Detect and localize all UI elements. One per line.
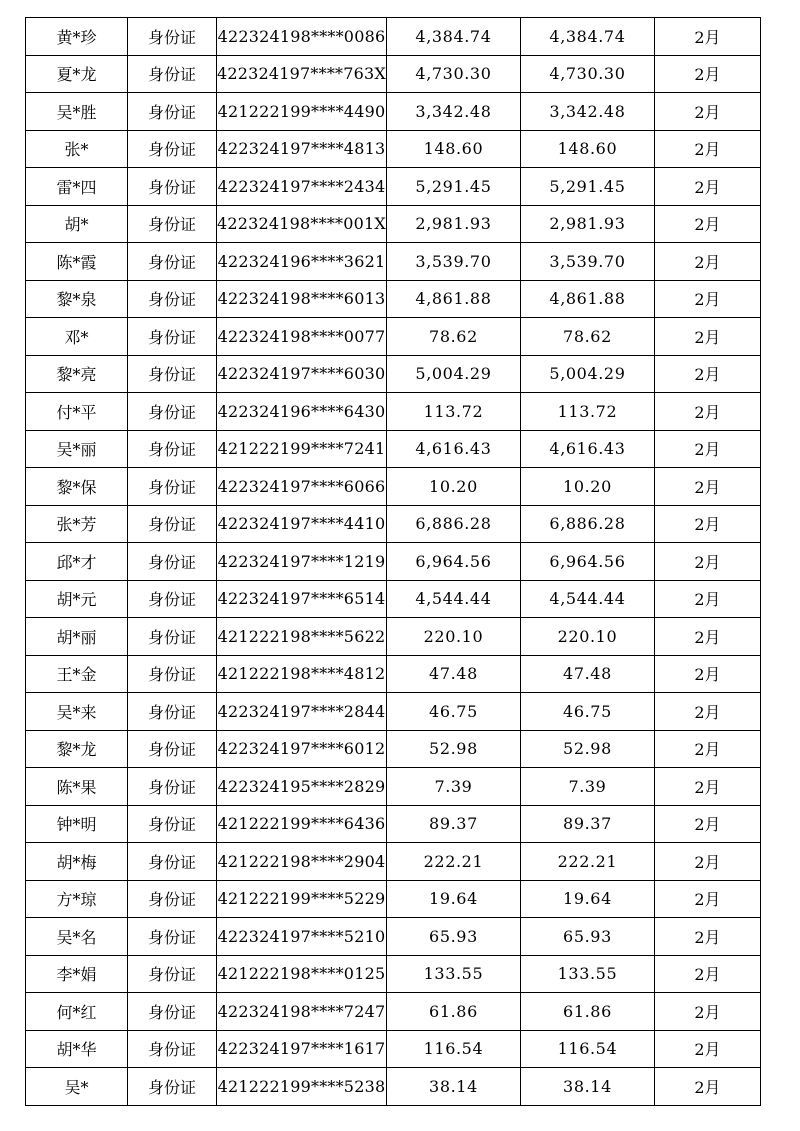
amount-cell: 47.48 xyxy=(386,655,520,693)
id-type-cell: 身份证 xyxy=(128,805,217,843)
table-row xyxy=(26,505,761,543)
amount-paid-cell: 5,291.45 xyxy=(520,168,654,206)
id-number-cell: 421222198****2904 xyxy=(217,843,387,881)
month-cell: 2月 xyxy=(654,355,760,393)
person-name-cell: 胡*华 xyxy=(26,1030,128,1068)
id-number-cell: 422324198****001X xyxy=(217,205,387,243)
amount-cell: 4,730.30 xyxy=(386,55,520,93)
amount-paid-cell: 148.60 xyxy=(520,130,654,168)
id-type-cell: 身份证 xyxy=(128,880,217,918)
amount-paid-cell: 220.10 xyxy=(520,618,654,656)
id-type-cell: 身份证 xyxy=(128,655,217,693)
amount-paid-cell: 52.98 xyxy=(520,730,654,768)
person-name-cell: 李*娟 xyxy=(26,955,128,993)
amount-cell: 89.37 xyxy=(386,805,520,843)
id-number-cell: 421222199****4490 xyxy=(217,93,387,131)
records-table xyxy=(25,17,761,1106)
table-row xyxy=(26,243,761,281)
amount-paid-cell: 4,730.30 xyxy=(520,55,654,93)
month-cell: 2月 xyxy=(654,655,760,693)
person-name-cell: 黎*龙 xyxy=(26,730,128,768)
amount-paid-cell: 4,861.88 xyxy=(520,280,654,318)
id-type-cell: 身份证 xyxy=(128,618,217,656)
id-number-cell: 422324197****4813 xyxy=(217,130,387,168)
amount-cell: 19.64 xyxy=(386,880,520,918)
table-row xyxy=(26,918,761,956)
document-page xyxy=(25,17,761,1106)
id-number-cell: 422324197****5210 xyxy=(217,918,387,956)
amount-cell: 7.39 xyxy=(386,768,520,806)
amount-paid-cell: 2,981.93 xyxy=(520,205,654,243)
table-row xyxy=(26,168,761,206)
month-cell: 2月 xyxy=(654,18,760,56)
amount-cell: 5,291.45 xyxy=(386,168,520,206)
person-name-cell: 吴*丽 xyxy=(26,430,128,468)
month-cell: 2月 xyxy=(654,130,760,168)
person-name-cell: 陈*果 xyxy=(26,768,128,806)
amount-cell: 38.14 xyxy=(386,1068,520,1106)
amount-cell: 4,616.43 xyxy=(386,430,520,468)
amount-cell: 61.86 xyxy=(386,993,520,1031)
amount-cell: 3,539.70 xyxy=(386,243,520,281)
amount-paid-cell: 10.20 xyxy=(520,468,654,506)
id-number-cell: 422324197****1617 xyxy=(217,1030,387,1068)
amount-cell: 6,964.56 xyxy=(386,543,520,581)
id-number-cell: 422324198****0086 xyxy=(217,18,387,56)
amount-paid-cell: 6,964.56 xyxy=(520,543,654,581)
id-number-cell: 422324197****2434 xyxy=(217,168,387,206)
id-type-cell: 身份证 xyxy=(128,355,217,393)
id-number-cell: 422324196****6430 xyxy=(217,393,387,431)
amount-paid-cell: 61.86 xyxy=(520,993,654,1031)
person-name-cell: 方*琼 xyxy=(26,880,128,918)
id-type-cell: 身份证 xyxy=(128,955,217,993)
month-cell: 2月 xyxy=(654,843,760,881)
id-number-cell: 422324197****6066 xyxy=(217,468,387,506)
amount-cell: 2,981.93 xyxy=(386,205,520,243)
amount-cell: 65.93 xyxy=(386,918,520,956)
id-number-cell: 422324197****6012 xyxy=(217,730,387,768)
amount-paid-cell: 3,342.48 xyxy=(520,93,654,131)
table-row xyxy=(26,55,761,93)
person-name-cell: 夏*龙 xyxy=(26,55,128,93)
month-cell: 2月 xyxy=(654,205,760,243)
table-row xyxy=(26,955,761,993)
id-type-cell: 身份证 xyxy=(128,918,217,956)
amount-cell: 78.62 xyxy=(386,318,520,356)
amount-paid-cell: 4,384.74 xyxy=(520,18,654,56)
table-row xyxy=(26,768,761,806)
table-row xyxy=(26,655,761,693)
amount-paid-cell: 113.72 xyxy=(520,393,654,431)
amount-cell: 148.60 xyxy=(386,130,520,168)
table-row xyxy=(26,693,761,731)
id-type-cell: 身份证 xyxy=(128,468,217,506)
amount-cell: 4,861.88 xyxy=(386,280,520,318)
id-number-cell: 422324195****2829 xyxy=(217,768,387,806)
amount-cell: 222.21 xyxy=(386,843,520,881)
id-number-cell: 422324197****763X xyxy=(217,55,387,93)
month-cell: 2月 xyxy=(654,318,760,356)
person-name-cell: 张* xyxy=(26,130,128,168)
id-number-cell: 421222198****4812 xyxy=(217,655,387,693)
id-number-cell: 422324198****6013 xyxy=(217,280,387,318)
table-row xyxy=(26,355,761,393)
table-row xyxy=(26,805,761,843)
id-type-cell: 身份证 xyxy=(128,768,217,806)
amount-paid-cell: 6,886.28 xyxy=(520,505,654,543)
table-row xyxy=(26,468,761,506)
table-row xyxy=(26,730,761,768)
amount-paid-cell: 89.37 xyxy=(520,805,654,843)
amount-cell: 46.75 xyxy=(386,693,520,731)
person-name-cell: 张*芳 xyxy=(26,505,128,543)
amount-paid-cell: 38.14 xyxy=(520,1068,654,1106)
amount-paid-cell: 47.48 xyxy=(520,655,654,693)
id-type-cell: 身份证 xyxy=(128,505,217,543)
amount-cell: 5,004.29 xyxy=(386,355,520,393)
id-number-cell: 422324197****4410 xyxy=(217,505,387,543)
month-cell: 2月 xyxy=(654,993,760,1031)
amount-cell: 3,342.48 xyxy=(386,93,520,131)
id-type-cell: 身份证 xyxy=(128,730,217,768)
table-row xyxy=(26,618,761,656)
id-number-cell: 421222198****5622 xyxy=(217,618,387,656)
person-name-cell: 吴*名 xyxy=(26,918,128,956)
person-name-cell: 黎*泉 xyxy=(26,280,128,318)
table-row xyxy=(26,543,761,581)
month-cell: 2月 xyxy=(654,955,760,993)
id-type-cell: 身份证 xyxy=(128,93,217,131)
amount-paid-cell: 3,539.70 xyxy=(520,243,654,281)
table-row xyxy=(26,880,761,918)
table-row xyxy=(26,580,761,618)
month-cell: 2月 xyxy=(654,280,760,318)
month-cell: 2月 xyxy=(654,93,760,131)
amount-cell: 6,886.28 xyxy=(386,505,520,543)
id-type-cell: 身份证 xyxy=(128,1068,217,1106)
id-type-cell: 身份证 xyxy=(128,393,217,431)
table-row xyxy=(26,1068,761,1106)
person-name-cell: 钟*明 xyxy=(26,805,128,843)
person-name-cell: 黎*保 xyxy=(26,468,128,506)
table-row xyxy=(26,93,761,131)
table-row xyxy=(26,130,761,168)
month-cell: 2月 xyxy=(654,505,760,543)
amount-paid-cell: 19.64 xyxy=(520,880,654,918)
id-type-cell: 身份证 xyxy=(128,168,217,206)
month-cell: 2月 xyxy=(654,543,760,581)
amount-paid-cell: 78.62 xyxy=(520,318,654,356)
person-name-cell: 吴*来 xyxy=(26,693,128,731)
table-row xyxy=(26,430,761,468)
month-cell: 2月 xyxy=(654,618,760,656)
person-name-cell: 雷*四 xyxy=(26,168,128,206)
person-name-cell: 吴* xyxy=(26,1068,128,1106)
month-cell: 2月 xyxy=(654,693,760,731)
id-type-cell: 身份证 xyxy=(128,18,217,56)
month-cell: 2月 xyxy=(654,768,760,806)
id-number-cell: 421222199****5238 xyxy=(217,1068,387,1106)
id-number-cell: 422324198****0077 xyxy=(217,318,387,356)
id-number-cell: 422324196****3621 xyxy=(217,243,387,281)
amount-cell: 10.20 xyxy=(386,468,520,506)
month-cell: 2月 xyxy=(654,243,760,281)
month-cell: 2月 xyxy=(654,730,760,768)
month-cell: 2月 xyxy=(654,918,760,956)
amount-paid-cell: 7.39 xyxy=(520,768,654,806)
person-name-cell: 黎*亮 xyxy=(26,355,128,393)
id-number-cell: 422324197****2844 xyxy=(217,693,387,731)
id-number-cell: 422324198****7247 xyxy=(217,993,387,1031)
person-name-cell: 胡* xyxy=(26,205,128,243)
month-cell: 2月 xyxy=(654,55,760,93)
amount-paid-cell: 4,616.43 xyxy=(520,430,654,468)
amount-paid-cell: 5,004.29 xyxy=(520,355,654,393)
table-row xyxy=(26,205,761,243)
person-name-cell: 王*金 xyxy=(26,655,128,693)
amount-paid-cell: 116.54 xyxy=(520,1030,654,1068)
amount-cell: 133.55 xyxy=(386,955,520,993)
table-row xyxy=(26,318,761,356)
month-cell: 2月 xyxy=(654,880,760,918)
table-row xyxy=(26,280,761,318)
id-number-cell: 421222199****6436 xyxy=(217,805,387,843)
person-name-cell: 邓* xyxy=(26,318,128,356)
id-type-cell: 身份证 xyxy=(128,55,217,93)
records-table-body xyxy=(26,18,761,1106)
id-type-cell: 身份证 xyxy=(128,318,217,356)
id-type-cell: 身份证 xyxy=(128,693,217,731)
id-number-cell: 421222199****7241 xyxy=(217,430,387,468)
id-number-cell: 421222199****5229 xyxy=(217,880,387,918)
amount-paid-cell: 65.93 xyxy=(520,918,654,956)
month-cell: 2月 xyxy=(654,1030,760,1068)
person-name-cell: 何*红 xyxy=(26,993,128,1031)
id-type-cell: 身份证 xyxy=(128,580,217,618)
month-cell: 2月 xyxy=(654,580,760,618)
person-name-cell: 胡*梅 xyxy=(26,843,128,881)
id-type-cell: 身份证 xyxy=(128,243,217,281)
person-name-cell: 付*平 xyxy=(26,393,128,431)
amount-cell: 220.10 xyxy=(386,618,520,656)
id-number-cell: 422324197****6030 xyxy=(217,355,387,393)
amount-paid-cell: 133.55 xyxy=(520,955,654,993)
month-cell: 2月 xyxy=(654,393,760,431)
amount-cell: 116.54 xyxy=(386,1030,520,1068)
month-cell: 2月 xyxy=(654,168,760,206)
amount-cell: 113.72 xyxy=(386,393,520,431)
amount-paid-cell: 46.75 xyxy=(520,693,654,731)
id-type-cell: 身份证 xyxy=(128,430,217,468)
person-name-cell: 黄*珍 xyxy=(26,18,128,56)
table-row xyxy=(26,843,761,881)
table-row xyxy=(26,1030,761,1068)
id-type-cell: 身份证 xyxy=(128,130,217,168)
id-number-cell: 421222198****0125 xyxy=(217,955,387,993)
month-cell: 2月 xyxy=(654,805,760,843)
amount-cell: 52.98 xyxy=(386,730,520,768)
id-type-cell: 身份证 xyxy=(128,1030,217,1068)
person-name-cell: 陈*霞 xyxy=(26,243,128,281)
id-number-cell: 422324197****6514 xyxy=(217,580,387,618)
id-type-cell: 身份证 xyxy=(128,843,217,881)
month-cell: 2月 xyxy=(654,468,760,506)
month-cell: 2月 xyxy=(654,1068,760,1106)
amount-cell: 4,544.44 xyxy=(386,580,520,618)
amount-paid-cell: 4,544.44 xyxy=(520,580,654,618)
person-name-cell: 邱*才 xyxy=(26,543,128,581)
id-type-cell: 身份证 xyxy=(128,280,217,318)
id-number-cell: 422324197****1219 xyxy=(217,543,387,581)
month-cell: 2月 xyxy=(654,430,760,468)
table-row xyxy=(26,393,761,431)
id-type-cell: 身份证 xyxy=(128,543,217,581)
id-type-cell: 身份证 xyxy=(128,205,217,243)
id-type-cell: 身份证 xyxy=(128,993,217,1031)
table-row xyxy=(26,993,761,1031)
amount-cell: 4,384.74 xyxy=(386,18,520,56)
person-name-cell: 胡*元 xyxy=(26,580,128,618)
person-name-cell: 胡*丽 xyxy=(26,618,128,656)
table-row xyxy=(26,18,761,56)
person-name-cell: 吴*胜 xyxy=(26,93,128,131)
amount-paid-cell: 222.21 xyxy=(520,843,654,881)
